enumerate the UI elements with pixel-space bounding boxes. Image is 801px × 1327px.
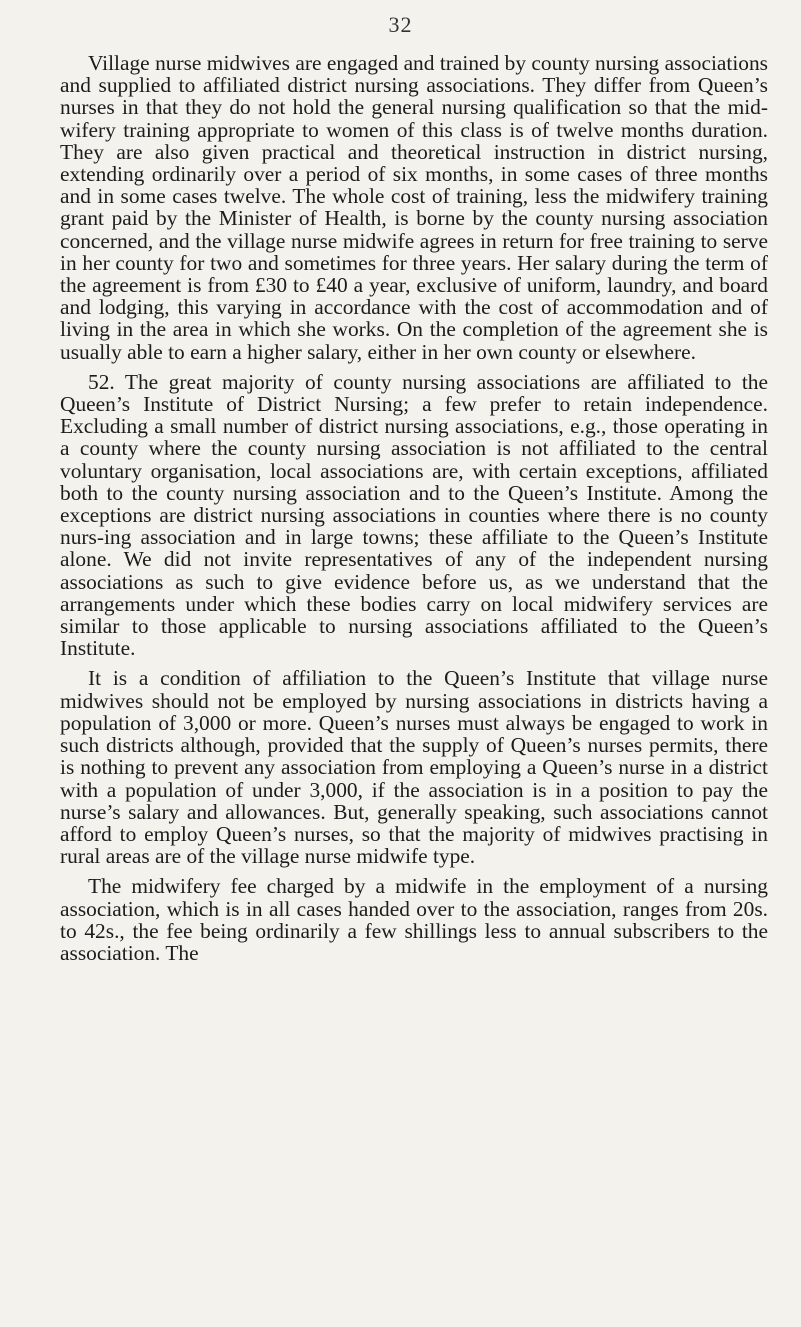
body-text <box>60 52 768 964</box>
paragraph-midwifery-fee: The midwifery fee charged by a midwife in the employment of a nursing association, which is in all cases handed over to the association, ranges from 20s. to 42s., the fee being ordinarily a few shillings less to annual subscribers to the association. The <box>60 874 768 965</box>
page-number: 32 <box>388 12 413 37</box>
paragraph-village-nurse-midwives: Village nurse midwives are engaged and trained by county nursing associations and supplied to affiliated district nursing associations. They differ from Queen’s nurses in that they do not hold the general nursing qualification so that the mid-wifery training appropriate to women of this class is of twelve months duration. They are also given practical and theoretical instruction in district nursing, extending ordinarily over a period of six months, in some cases of three months and in some cases twelve. The whole cost of training, less the midwifery training grant paid by the Minister of Health, is borne by the county nursing association concerned, and the village nurse midwife agrees in return for free training to serve in her county for two and sometimes for three years. Her salary during the term of the agreement is from £30 to £40 a year, exclusive of uniform, laundry, and board and lodging, this varying in accordance with the cost of accommodation and of living in the area in which she works. On the completion of the agreement she is usually able to earn a higher salary, either in her own county or elsewhere. <box>60 51 768 364</box>
paragraph-52-affiliation: 52. The great majority of county nursing associations are affiliated to the Queen’s Institute of District Nursing; a few prefer to retain independence. Excluding a small number of district nursing associations, e.g., those operating in a county where the county nursing association is not affiliated to the central voluntary organisation, local associations are, with certain exceptions, affiliated both to the county nursing association and to the Queen’s Institute. Among the exceptions are district nursing associations in counties where there is no county nurs-ing association and in large towns; these affiliate to the Queen’s Institute alone. We did not invite representatives of any of the independent nursing associations as such to give evidence before us, as we understand that the arrangements under which these bodies carry on local midwifery services are similar to those applicable to nursing associations affiliated to the Queen’s Institute. <box>60 369 768 661</box>
paragraph-condition-of-affiliation: It is a condition of affiliation to the Queen’s Institute that village nurse midwives should not be employed by nursing associations in districts having a population of 3,000 or more. Queen’s nurses must always be engaged to work in such districts although, provided that the supply of Queen’s nurses permits, there is nothing to prevent any association from employing a Queen’s nurse in a district with a population of under 3,000, if the association is in a position to pay the nurse’s salary and allowances. But, generally speaking, such associations cannot afford to employ Queen’s nurses, so that the majority of midwives practising in rural areas are of the village nurse midwife type. <box>60 666 768 869</box>
